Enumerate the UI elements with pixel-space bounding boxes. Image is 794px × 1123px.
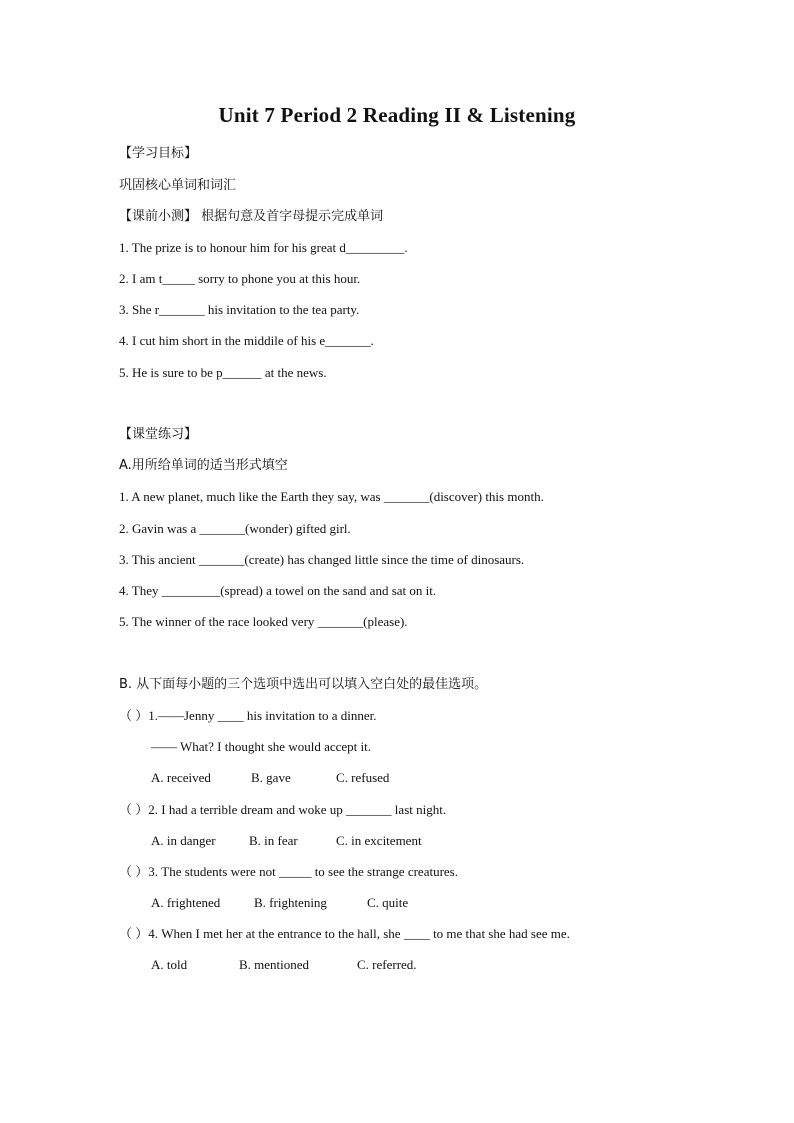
- practice-heading: 【课堂练习】: [119, 427, 198, 442]
- section-b-heading: B. 从下面每小题的三个选项中选出可以填入空白处的最佳选项。: [119, 677, 488, 692]
- goal-heading: 【学习目标】: [119, 146, 198, 161]
- question-4-options: [151, 956, 417, 974]
- question-4-stem: （ ）4. When I met her at the entrance to the hall, she ____ to me that she had see me.: [119, 926, 570, 941]
- question-2-options: [151, 832, 422, 850]
- option-c: C. quite: [367, 895, 409, 910]
- goal-text: 巩固核心单词和词汇: [119, 178, 237, 193]
- pretest-item: 4. I cut him short in the middile of his e_______.: [119, 333, 374, 348]
- question-1-reply: —— What? I thought she would accept it.: [151, 739, 371, 754]
- option-b: B. gave: [251, 770, 291, 785]
- question-1-options: [151, 769, 389, 787]
- option-b: B. in fear: [249, 833, 298, 848]
- section-a-item: 1. A new planet, much like the Earth they say, was _______(discover) this month.: [119, 489, 544, 504]
- question-1-stem: （ ）1.——Jenny ____ his invitation to a dinner.: [119, 708, 377, 723]
- question-3-stem: （ ）3. The students were not _____ to see the strange creatures.: [119, 864, 458, 879]
- section-a-heading: A.用所给单词的适当形式填空: [119, 458, 288, 473]
- option-b: B. mentioned: [239, 957, 310, 972]
- page-title: Unit 7 Period 2 Reading II & Listening: [218, 103, 576, 127]
- option-c: C. refused: [336, 770, 390, 785]
- section-a-item: 5. The winner of the race looked very _______(please).: [119, 614, 408, 629]
- pretest-item: 2. I am t_____ sorry to phone you at this hour.: [119, 271, 361, 286]
- question-2-stem: （ ）2. I had a terrible dream and woke up _______ last night.: [119, 802, 447, 817]
- option-a: A. frightened: [151, 895, 221, 910]
- section-a-item: 4. They _________(spread) a towel on the sand and sat on it.: [119, 583, 437, 598]
- section-a-item: 2. Gavin was a _______(wonder) gifted girl.: [119, 521, 351, 536]
- option-a: A. received: [151, 770, 211, 785]
- option-a: A. in danger: [151, 833, 216, 848]
- option-c: C. in excitement: [336, 833, 422, 848]
- option-a: A. told: [151, 957, 188, 972]
- option-b: B. frightening: [254, 895, 327, 910]
- section-a-item: 3. This ancient _______(create) has changed little since the time of dinosaurs.: [119, 552, 525, 567]
- pretest-item: 1. The prize is to honour him for his great d_________.: [119, 240, 408, 255]
- question-3-options: [151, 894, 408, 912]
- option-c: C. referred.: [357, 957, 417, 972]
- pretest-item: 5. He is sure to be p______ at the news.: [119, 365, 327, 380]
- pretest-heading: 【课前小测】 根据句意及首字母提示完成单词: [119, 209, 384, 224]
- pretest-item: 3. She r_______ his invitation to the tea party.: [119, 302, 360, 317]
